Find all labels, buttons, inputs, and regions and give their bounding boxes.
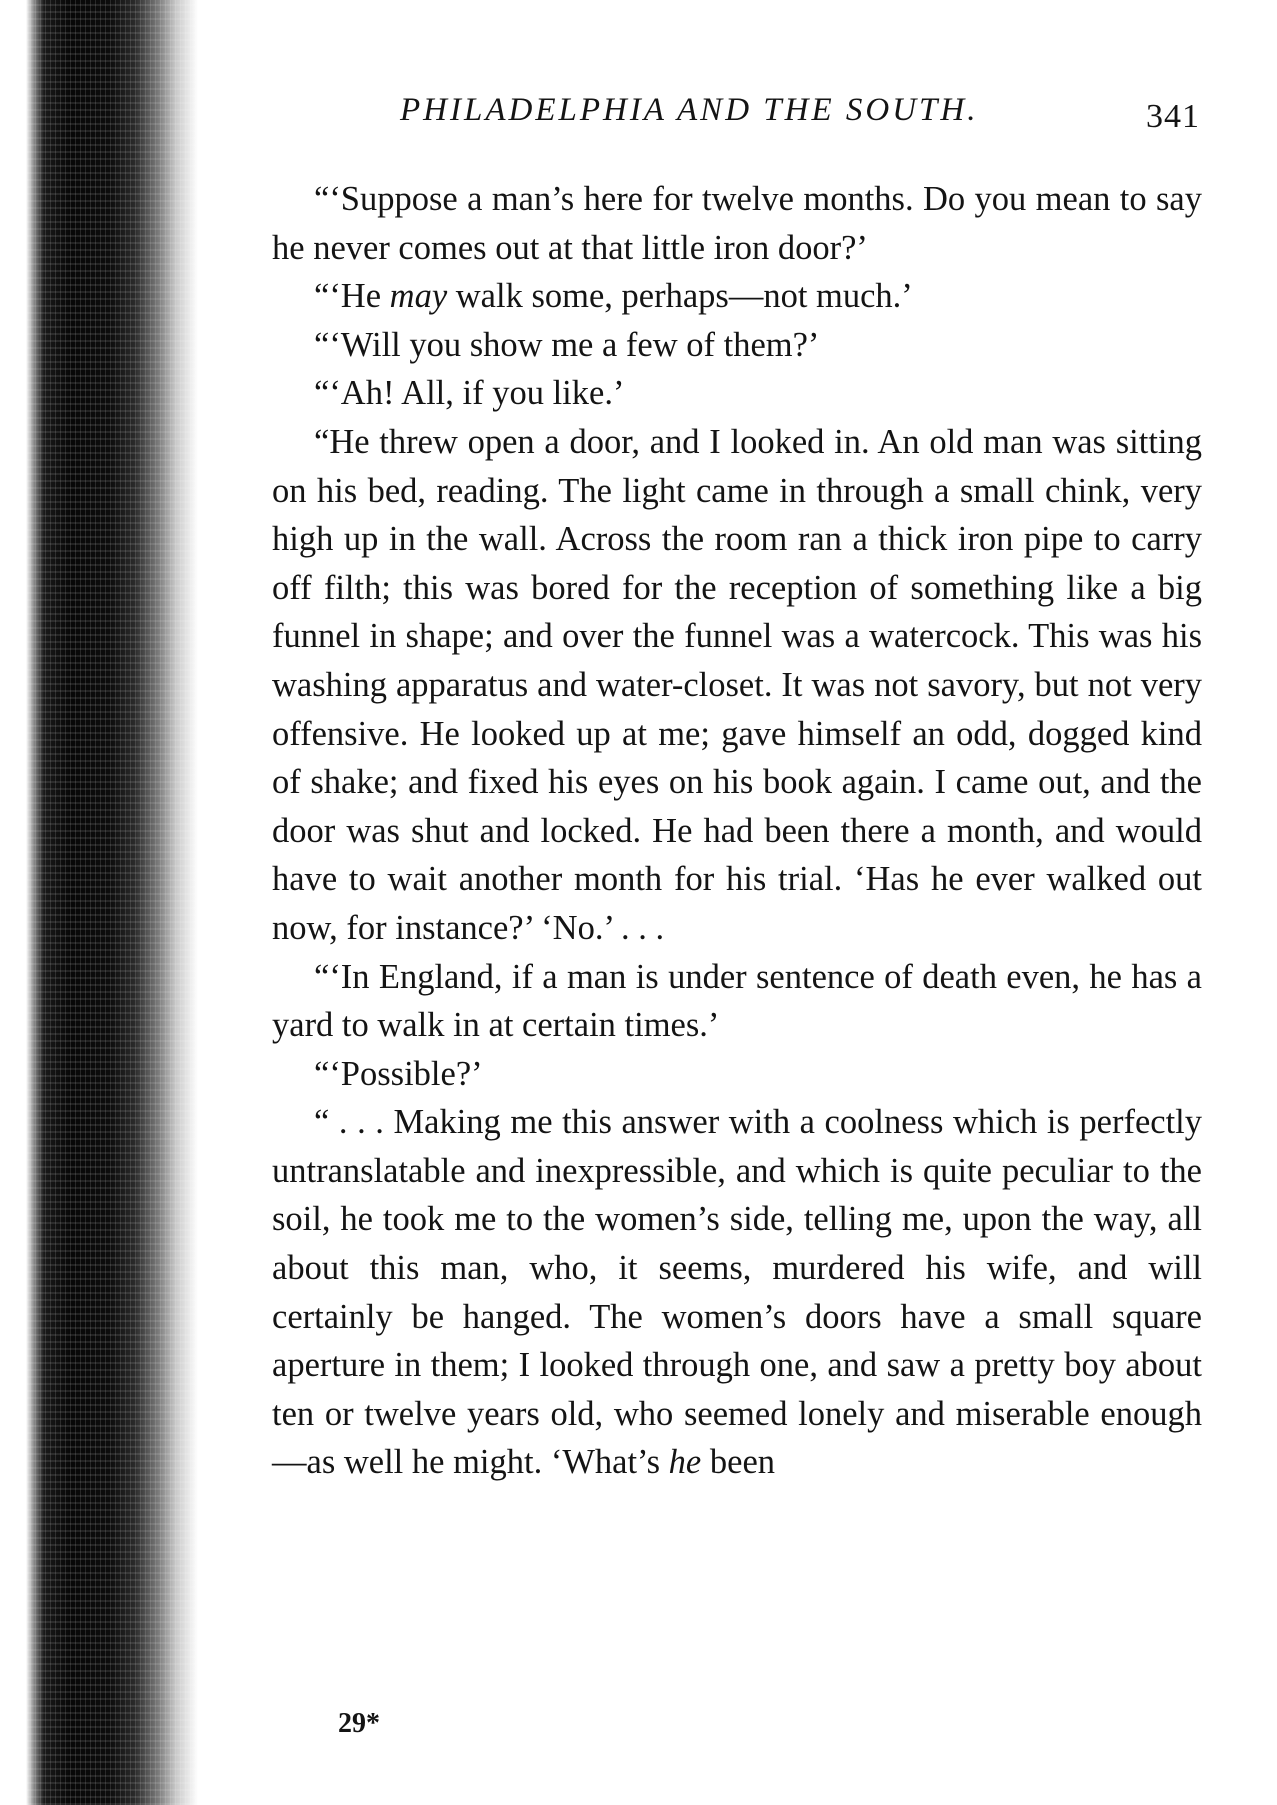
paragraph <box>272 321 1202 370</box>
paragraph-text: “‘In England, if a man is under sentence of death even, he has a yard to walk in at certain times.’ <box>272 957 1202 1045</box>
body-text <box>272 175 1202 1487</box>
paragraph <box>272 953 1202 1050</box>
paragraph-text: “‘Possible?’ <box>314 1054 483 1093</box>
running-head: PHILADELPHIA AND THE SOUTH. <box>400 92 979 128</box>
paragraph-text: walk some, perhaps—not much.’ <box>447 277 913 316</box>
paragraph <box>272 272 1202 321</box>
paragraph <box>272 418 1202 953</box>
paragraph-text: “‘Suppose a man’s here for twelve months. Do you mean to say he never comes out at that little iron door?’ <box>272 180 1202 267</box>
paragraph-text: “‘Ah! All, if you like.’ <box>314 374 625 413</box>
paragraph-text: “‘Will you show me a few of them?’ <box>314 325 820 364</box>
signature-mark: 29* <box>338 1708 380 1739</box>
paragraph <box>272 369 1202 418</box>
paragraph-text: “He threw open a door, and I looked in. An old man was sitting on his bed, reading. The light came in through a small chink, very high up in the wall. Across the room ran a thick iron pipe to carry off filth; this was bored for the reception of something like a big funnel in shape; and over the funnel was a watercock. This was his washing apparatus and water-closet. It was not savory, but not very offensive. He looked up at me; gave himself an odd, dogged kind of shake; and fixed his eyes on his book again. I came out, and the door was shut and locked. He had been there a month, and would have to wait another month for his trial. ‘Has he ever walked out now, for instance?’ ‘No.’ . . . <box>272 422 1202 947</box>
italic-word: he <box>668 1443 702 1482</box>
italic-word: may <box>389 277 448 316</box>
gutter-scan-texture <box>0 0 200 1805</box>
paragraph <box>272 175 1202 272</box>
paragraph-text: “ . . . Making me this answer with a coolness which is perfectly untranslatable and inexpressible, and which is quite peculiar to the soil, he took me to the women’s side, telling me, upon the way, all about this man, who, it seems, murdered his wife, and will certainly be hanged. The women’s doors have a small square aperture in them; I looked through one, and saw a pretty boy about ten or twelve years old, who seemed lonely and miserable enough—as well he might. ‘What’s <box>272 1103 1202 1482</box>
page-header <box>400 92 1200 142</box>
paragraph <box>272 1050 1202 1099</box>
paragraph-text: been <box>701 1443 776 1482</box>
page-number: 341 <box>1146 98 1200 135</box>
paragraph <box>272 1098 1202 1487</box>
paragraph-text: “‘He <box>314 277 390 316</box>
